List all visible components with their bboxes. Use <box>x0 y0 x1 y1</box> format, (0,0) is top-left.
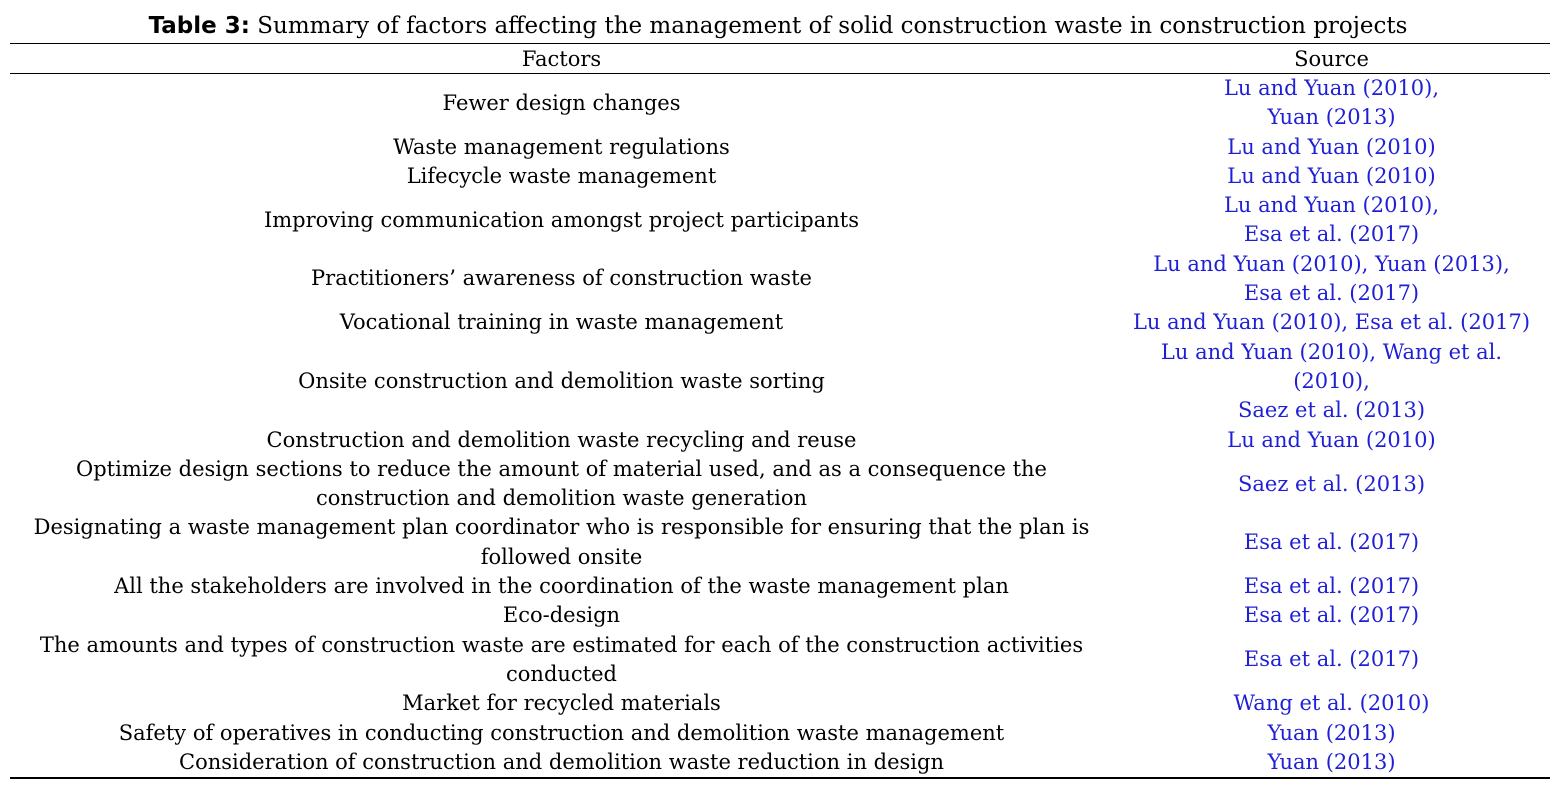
table-row <box>10 133 1550 162</box>
table-header-row <box>10 44 1550 74</box>
citation-link[interactable]: Lu and Yuan (2010), Wang et al. <box>1160 339 1503 364</box>
table-body <box>10 74 1550 779</box>
factor-cell: Consideration of construction and demolition waste reduction in design <box>10 748 1113 778</box>
table-caption-text: Summary of factors affecting the management of solid construction waste in construction projects <box>249 13 1408 39</box>
source-cell <box>1113 338 1550 426</box>
citation-link[interactable]: Lu and Yuan (2010) <box>1227 134 1436 159</box>
header-factors: Factors <box>10 44 1113 74</box>
source-cell <box>1113 748 1550 778</box>
factor-cell: Optimize design sections to reduce the amount of material used, and as a consequence the construction and demolition waste generation <box>76 456 1047 511</box>
table-caption <box>0 10 1556 42</box>
citation-link[interactable]: Yuan (2013) <box>1267 105 1396 130</box>
source-cell <box>1113 513 1550 572</box>
citation-link[interactable]: Lu and Yuan (2010), Yuan (2013), <box>1153 251 1510 276</box>
source-cell <box>1113 719 1550 748</box>
citation-link[interactable]: Saez et al. (2013) <box>1237 471 1426 496</box>
table-row <box>10 74 1550 133</box>
table-row <box>10 719 1550 748</box>
citation-link[interactable]: Esa et al. (2017) <box>1243 603 1420 628</box>
factor-cell: Construction and demolition waste recycling and reuse <box>266 427 857 452</box>
factor-cell: Onsite construction and demolition waste sorting <box>298 368 825 393</box>
citation-link[interactable]: Saez et al. (2013) <box>1237 398 1426 423</box>
source-cell <box>1113 601 1550 630</box>
source-cell <box>1113 250 1550 309</box>
source-cell <box>1113 74 1550 133</box>
table-caption-label: Table 3: <box>148 13 250 39</box>
factor-cell: All the stakeholders are involved in the coordination of the waste management plan <box>114 574 1009 599</box>
source-cell <box>1113 308 1550 337</box>
table-header <box>10 44 1550 74</box>
table-row <box>10 513 1550 572</box>
factor-cell: Market for recycled materials <box>402 691 721 716</box>
citation-link[interactable]: Lu and Yuan (2010), Esa et al. (2017) <box>1132 310 1531 335</box>
source-cell <box>1113 133 1550 162</box>
source-cell <box>1113 455 1550 514</box>
factors-table <box>10 43 1550 779</box>
factor-cell: Designating a waste management plan coordinator who is responsible for ensuring that the plan is followed onsite <box>33 515 1090 569</box>
citation-link[interactable]: Yuan (2013) <box>1267 720 1396 745</box>
factor-cell: Eco-design <box>502 603 621 628</box>
table-row <box>10 455 1550 514</box>
table-row <box>10 748 1550 778</box>
factor-cell: The amounts and types of construction waste are estimated for each of the construction activities conducted <box>39 632 1084 686</box>
table-row <box>10 250 1550 309</box>
table-row <box>10 572 1550 601</box>
table-row <box>10 308 1550 337</box>
citation-link[interactable]: (2010), <box>1293 368 1370 393</box>
factor-cell: Improving communication amongst project participants <box>263 207 860 232</box>
citation-link[interactable]: Yuan (2013) <box>1267 749 1396 774</box>
header-source: Source <box>1113 44 1550 74</box>
factor-cell: Lifecycle waste management <box>406 163 717 188</box>
table-row <box>10 162 1550 191</box>
table-row <box>10 689 1550 718</box>
factor-cell: Safety of operatives in conducting construction and demolition waste management <box>118 720 1005 745</box>
factor-cell: Waste management regulations <box>393 134 730 159</box>
source-cell <box>1113 426 1550 455</box>
citation-link[interactable]: Wang et al. (2010) <box>1233 691 1430 716</box>
table-row <box>10 426 1550 455</box>
source-cell <box>1113 631 1550 690</box>
citation-link[interactable]: Esa et al. (2017) <box>1243 530 1420 555</box>
citation-link[interactable]: Lu and Yuan (2010) <box>1227 163 1436 188</box>
table-row <box>10 191 1550 250</box>
source-cell <box>1113 572 1550 601</box>
citation-link[interactable]: Esa et al. (2017) <box>1243 647 1420 672</box>
source-cell <box>1113 162 1550 191</box>
citation-link[interactable]: Lu and Yuan (2010), <box>1223 193 1440 218</box>
citation-link[interactable]: Lu and Yuan (2010) <box>1227 427 1436 452</box>
citation-link[interactable]: Lu and Yuan (2010), <box>1223 76 1440 100</box>
table-row <box>10 631 1550 690</box>
citation-link[interactable]: Esa et al. (2017) <box>1243 281 1420 306</box>
table-row <box>10 601 1550 630</box>
source-cell <box>1113 689 1550 718</box>
factor-cell: Fewer design changes <box>442 90 681 115</box>
table-row <box>10 338 1550 426</box>
factor-cell: Practitioners’ awareness of construction waste <box>311 266 812 291</box>
citation-link[interactable]: Esa et al. (2017) <box>1243 222 1420 247</box>
factor-cell: Vocational training in waste management <box>339 310 784 335</box>
citation-link[interactable]: Esa et al. (2017) <box>1243 574 1420 599</box>
source-cell <box>1113 191 1550 250</box>
